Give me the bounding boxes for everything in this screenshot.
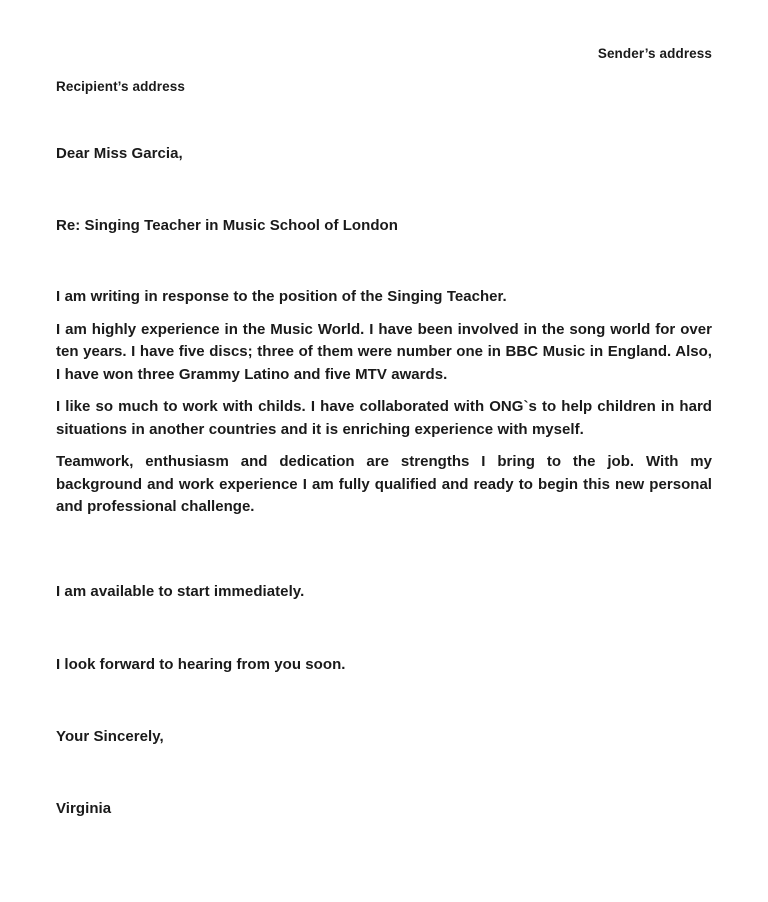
- sign-off: Your Sincerely,: [56, 727, 164, 745]
- letter-body: [56, 143, 712, 820]
- recipient-address: Recipient’s address: [56, 79, 185, 94]
- subject-line: Re: Singing Teacher in Music School of London: [56, 217, 398, 234]
- follow-up-statement: I look forward to hearing from you soon.: [56, 655, 346, 673]
- body-paragraph-4: Teamwork, enthusiasm and dedication are strengths I bring to the job. With my background and work experience I am fully qualified and ready to begin this new personal and professional challenge.: [56, 453, 712, 515]
- signature-name: Virginia: [56, 799, 112, 817]
- availability-statement: I am available to start immediately.: [56, 582, 305, 600]
- salutation: Dear Miss Garcia,: [56, 145, 183, 162]
- sender-address: Sender’s address: [597, 46, 712, 61]
- body-paragraph-1: I am writing in response to the position of the Singing Teacher.: [56, 288, 507, 305]
- body-paragraph-3: I like so much to work with childs. I have collaborated with ONG`s to help children in hard situations in another countries and it is enriching experience with myself.: [56, 398, 712, 438]
- body-paragraph-2: I am highly experience in the Music World. I have been involved in the song world for over ten years. I have five discs; three of them were number one in BBC Music in England. Also, I have won three Grammy Latino and five MTV awards.: [56, 320, 712, 383]
